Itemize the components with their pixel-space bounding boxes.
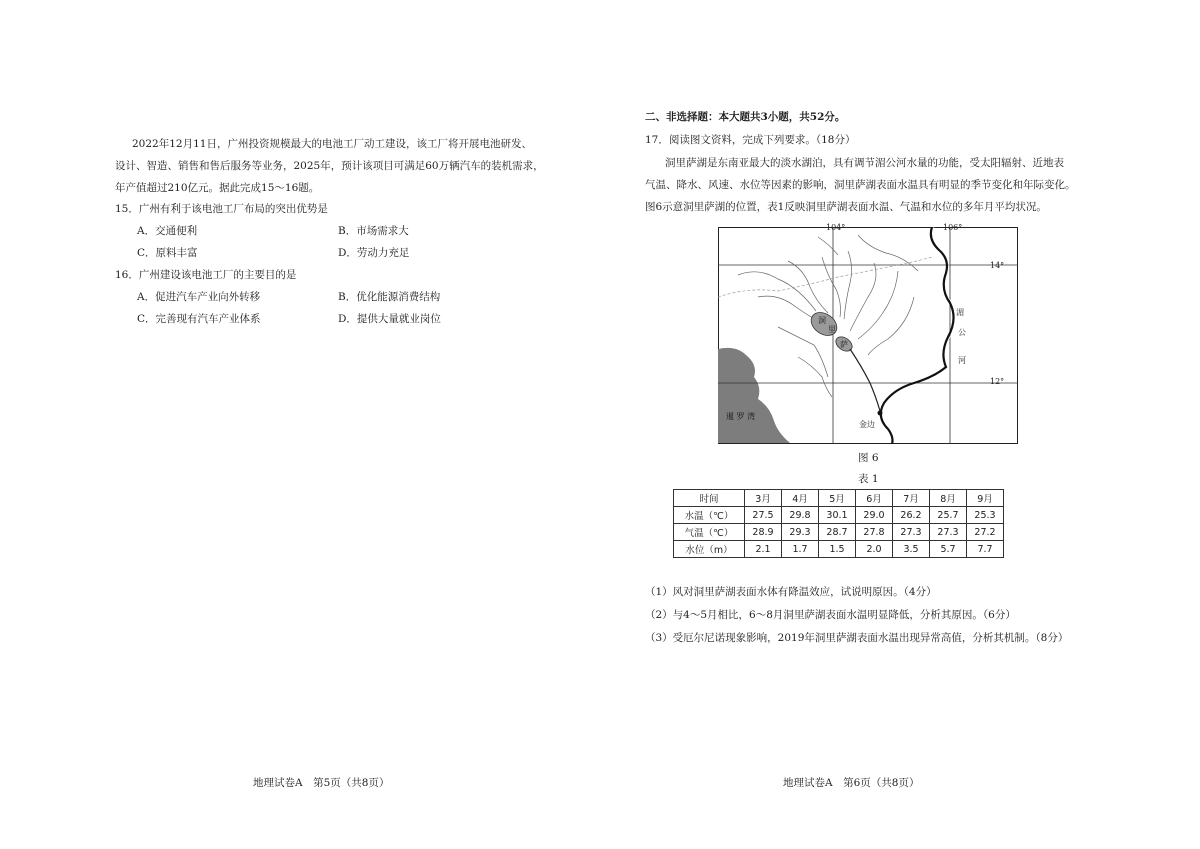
table-cell: 2.0 xyxy=(856,541,893,558)
lake-char-3: 萨 xyxy=(840,340,848,349)
question-16-option-c: C．完善现有汽车产业体系 xyxy=(137,313,261,325)
question-15-option-b: B．市场需求大 xyxy=(338,225,409,237)
table-cell: 29.8 xyxy=(782,507,819,524)
table-cell: 29.3 xyxy=(782,524,819,541)
table-row xyxy=(674,507,1004,524)
passage-line-3: 年产值超过210亿元。据此完成15～16题。 xyxy=(115,182,320,194)
table-header-row xyxy=(674,490,1004,507)
sub-question-3: （3）受厄尔尼诺现象影响，2019年洞里萨湖表面水温出现异常高值，分析其机制。（8分） xyxy=(645,632,1069,644)
latitude-14-label: 14° xyxy=(990,261,1005,270)
passage-line-1: 2022年12月11日，广州投资规模最大的电池工厂动工建设，该工厂将开展电池研发、 xyxy=(132,138,532,150)
table-header: 3月 xyxy=(745,490,782,507)
table-cell: 25.3 xyxy=(967,507,1004,524)
map-drawing xyxy=(718,227,1018,444)
question-16-option-a: A．促进汽车产业向外转移 xyxy=(137,291,261,303)
longitude-106-label: 106° xyxy=(943,223,963,232)
table-cell: 2.1 xyxy=(745,541,782,558)
sub-question-1: （1）风对洞里萨湖表面水体有降温效应，试说明原因。（4分） xyxy=(645,586,937,598)
table-cell: 25.7 xyxy=(930,507,967,524)
table-header: 4月 xyxy=(782,490,819,507)
mekong-char-2: 公 xyxy=(958,328,966,337)
table-cell: 27.3 xyxy=(893,524,930,541)
mekong-char-1: 湄 xyxy=(956,308,964,317)
map-figure-6 xyxy=(718,223,1018,444)
question-17-stem: 17．阅读图文资料，完成下列要求。（18分） xyxy=(645,134,856,146)
table-cell: 气温（℃） xyxy=(674,524,745,541)
table-header: 5月 xyxy=(819,490,856,507)
table-cell: 5.7 xyxy=(930,541,967,558)
table-row xyxy=(674,524,1004,541)
right-page xyxy=(600,0,1200,849)
table-cell: 27.8 xyxy=(856,524,893,541)
table-row xyxy=(674,541,1004,558)
table-cell: 30.1 xyxy=(819,507,856,524)
table-cell: 27.5 xyxy=(745,507,782,524)
table-cell: 7.7 xyxy=(967,541,1004,558)
passage-line-2: 设计、智造、销售和售后服务等业务，2025年，预计该项目可满足60万辆汽车的装机需求， xyxy=(115,160,544,172)
table-header: 7月 xyxy=(893,490,930,507)
table-cell: 3.5 xyxy=(893,541,930,558)
question-15-option-d: D．劳动力充足 xyxy=(338,247,410,259)
gulf-label: 暹 罗 湾 xyxy=(726,412,756,421)
phnom-penh-dot xyxy=(878,411,883,416)
lake-char-1: 洞 xyxy=(818,316,826,325)
passage-line-3: 图6示意洞里萨湖的位置，表1反映洞里萨湖表面水温、气温和水位的多年月平均状况。 xyxy=(645,201,1047,213)
question-15-stem: 15．广州有利于该电池工厂布局的突出优势是 xyxy=(115,203,328,215)
data-table-1 xyxy=(673,489,1004,558)
passage-line-2: 气温、降水、风速、水位等因素的影响，洞里萨湖表面水温具有明显的季节变化和年际变化。 xyxy=(645,179,1076,191)
latitude-12-label: 12° xyxy=(990,377,1005,386)
table-cell: 26.2 xyxy=(893,507,930,524)
table-cell: 水温（℃） xyxy=(674,507,745,524)
table-cell: 水位（m） xyxy=(674,541,745,558)
sub-question-2: （2）与4～5月相比，6～8月洞里萨湖表面水温明显降低，分析其原因。（6分） xyxy=(645,609,1016,621)
section-heading: 二、非选择题：本大题共3小题，共52分。 xyxy=(645,111,846,123)
table-caption: 表 1 xyxy=(858,473,879,485)
lake-char-2: 里 xyxy=(828,325,836,334)
table-cell: 28.7 xyxy=(819,524,856,541)
question-15-option-a: A．交通便利 xyxy=(137,225,198,237)
phnom-penh-label: 金边 xyxy=(859,420,875,429)
right-page-footer: 地理试卷A 第6页（共8页） xyxy=(783,777,920,789)
question-15-option-c: C．原料丰富 xyxy=(137,247,198,259)
figure-caption: 图 6 xyxy=(858,452,879,464)
table-cell: 27.3 xyxy=(930,524,967,541)
table-cell: 1.5 xyxy=(819,541,856,558)
longitude-104-label: 104° xyxy=(826,223,846,232)
table-header: 时间 xyxy=(674,490,745,507)
question-16-option-d: D．提供大量就业岗位 xyxy=(338,313,441,325)
table-cell: 29.0 xyxy=(856,507,893,524)
passage-line-1: 洞里萨湖是东南亚最大的淡水湖泊，具有调节湄公河水量的功能，受太阳辐射、近地表 xyxy=(665,157,1064,169)
table-header: 6月 xyxy=(856,490,893,507)
table-cell: 27.2 xyxy=(967,524,1004,541)
left-page-footer: 地理试卷A 第5页（共8页） xyxy=(253,777,390,789)
question-16-option-b: B．优化能源消费结构 xyxy=(338,291,441,303)
table-header: 8月 xyxy=(930,490,967,507)
table-header: 9月 xyxy=(967,490,1004,507)
table-cell: 1.7 xyxy=(782,541,819,558)
mekong-char-3: 河 xyxy=(958,356,966,365)
table-cell: 28.9 xyxy=(745,524,782,541)
question-16-stem: 16．广州建设该电池工厂的主要目的是 xyxy=(115,269,297,281)
